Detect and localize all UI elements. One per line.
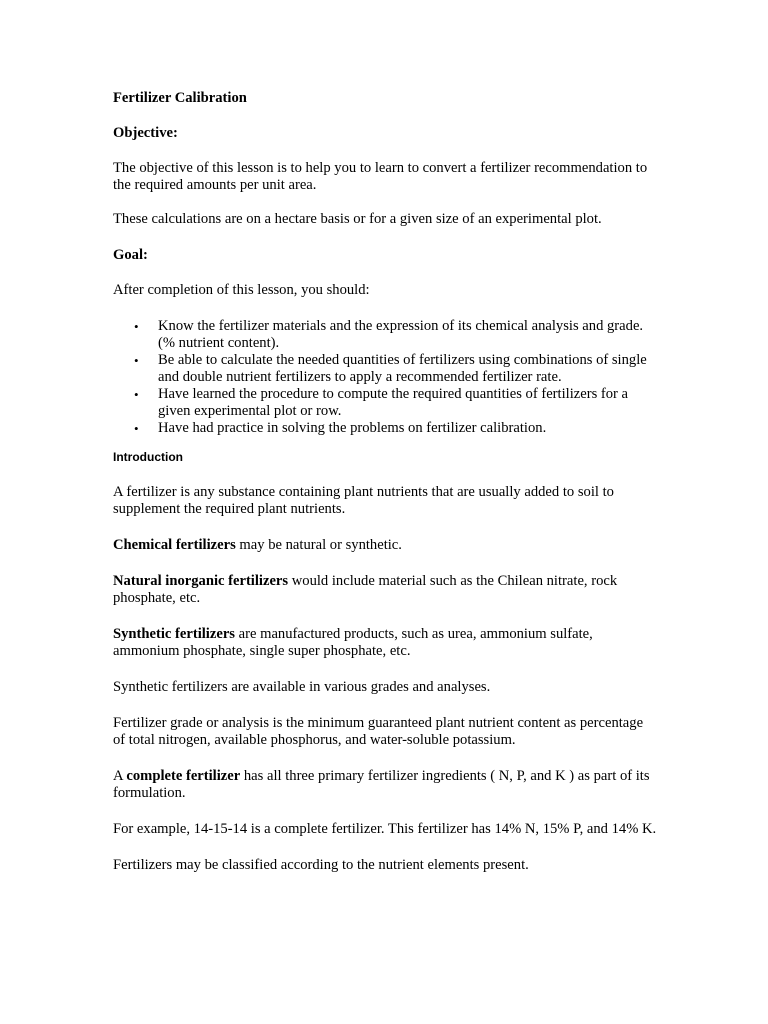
document-title: Fertilizer Calibration [113, 90, 247, 106]
goal-text: Be able to calculate the needed quantities of fertilizers using combinations of single and double nutrient fertilizers to apply a recommended fertilizer rate. [158, 352, 647, 385]
bullet-icon: • [134, 421, 139, 436]
synthetic-grades-paragraph: Synthetic fertilizers are available in various grades and analyses. [113, 679, 491, 695]
goal-list [113, 318, 658, 437]
synthetic-fertilizers-term: Synthetic fertilizers [113, 626, 235, 642]
natural-fertilizers-term: Natural inorganic fertilizers [113, 573, 289, 589]
goal-intro: After completion of this lesson, you should: [113, 282, 370, 298]
bullet-icon: • [134, 319, 139, 334]
bullet-icon: • [134, 387, 139, 402]
goal-text: Have had practice in solving the problems on fertilizer calibration. [158, 420, 547, 436]
natural-fertilizers-paragraph [113, 573, 658, 607]
objective-paragraph-2: These calculations are on a hectare basis or for a given size of an experimental plot. [113, 211, 602, 227]
objective-heading: Objective: [113, 125, 178, 141]
objective-paragraph-1: The objective of this lesson is to help you to learn to convert a fertilizer recommendation to the required amounts per unit area. [113, 160, 648, 193]
complete-fertilizer-text: has all three primary fertilizer ingredients ( N, P, and K ) as part of its formulation. [113, 768, 650, 801]
introduction-heading: Introduction [113, 450, 183, 464]
goal-heading: Goal: [113, 247, 148, 263]
complete-fertilizer-term: complete fertilizer [126, 768, 241, 784]
introduction-paragraph: A fertilizer is any substance containing plant nutrients that are usually added to soil to supplement the required plant nutrients. [113, 484, 614, 517]
grade-definition-paragraph: Fertilizer grade or analysis is the minimum guaranteed plant nutrient content as percentage of total nitrogen, available phosphorus, and water-soluble potassium. [113, 715, 644, 748]
classification-paragraph: Fertilizers may be classified according to the nutrient elements present. [113, 857, 529, 873]
goal-text: Know the fertilizer materials and the expression of its chemical analysis and grade. (% nutrient content). [158, 318, 644, 351]
list-item [113, 318, 658, 352]
goal-text: Have learned the procedure to compute the required quantities of fertilizers for a given experimental plot or row. [158, 386, 629, 419]
example-paragraph: For example, 14-15-14 is a complete fertilizer. This fertilizer has 14% N, 15% P, and 14% K. [113, 821, 657, 837]
list-item [113, 352, 658, 386]
chemical-fertilizers-term: Chemical fertilizers [113, 537, 236, 553]
bullet-icon: • [134, 353, 139, 368]
list-item [113, 386, 658, 420]
natural-fertilizers-text: would include material such as the Chilean nitrate, rock phosphate, etc. [113, 573, 618, 606]
complete-fertilizer-prefix: A [113, 768, 127, 784]
chemical-fertilizers-paragraph [113, 537, 658, 554]
synthetic-fertilizers-paragraph [113, 626, 658, 660]
chemical-fertilizers-text: may be natural or synthetic. [235, 537, 402, 553]
list-item [113, 420, 658, 437]
document-page [113, 90, 658, 891]
synthetic-fertilizers-text: are manufactured products, such as urea, ammonium sulfate, ammonium phosphate, single super phosphate, etc. [113, 626, 593, 659]
complete-fertilizer-paragraph [113, 768, 658, 802]
